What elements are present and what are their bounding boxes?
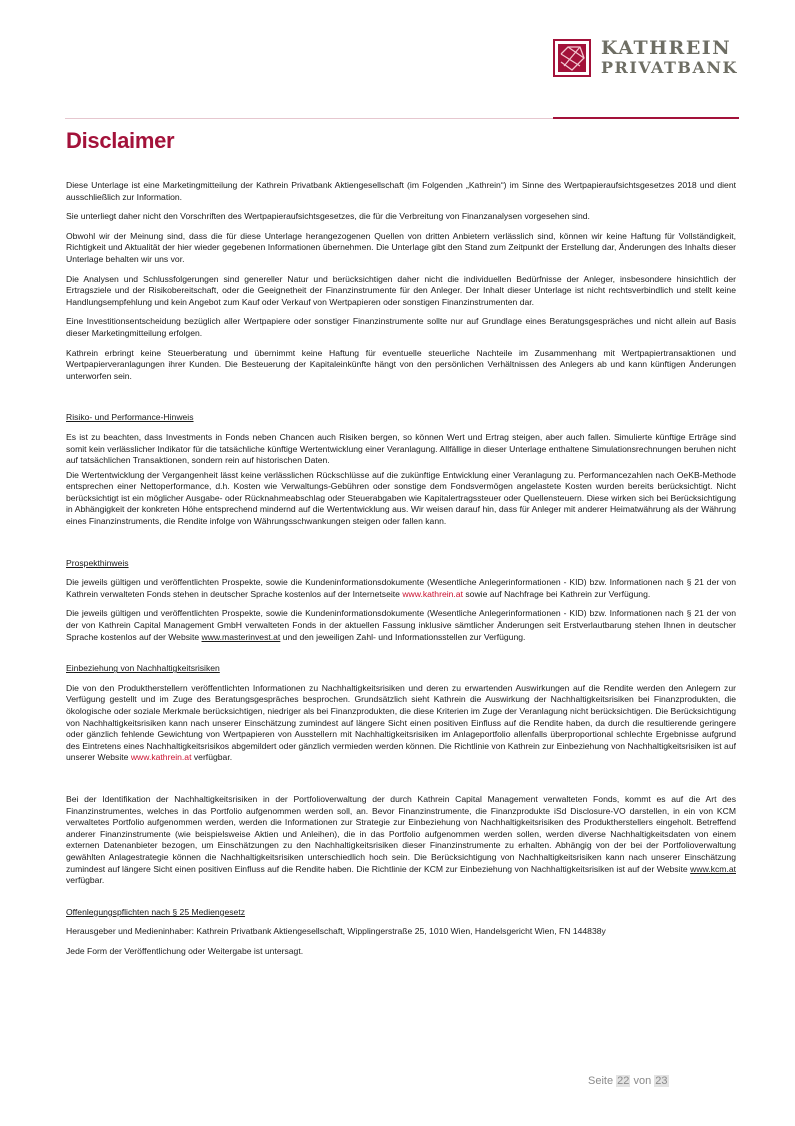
medien-paragraph-2: Jede Form der Veröffentlichung oder Weitergabe ist untersagt. xyxy=(66,945,304,956)
risk-paragraph-1: Es ist zu beachten, dass Investments in Fonds neben Chancen auch Risiken bergen, so können Wert und Ertrag steigen, aber auch fallen. Simulierte künftige Erträge sind somit kein verlässlicher Indikator für die tatsächliche künftige Wertentwicklung einer Veranlagung. Allfällige in dieser Unterlage enthaltene Simulationsrechnungen beruhen nicht auf tatsächlichen Transaktionen, sondern rein auf historischen Daten. xyxy=(66,431,736,466)
prospekt-paragraph-2 xyxy=(66,608,736,643)
intro-paragraph: Die Analysen und Schlussfolgerungen sind genereller Natur und berücksichtigen daher nicht die individuellen Bedürfnisse der Anleger, insbesondere hinsichtlich der Ertragsziele und der Risikobereitschaft, oder die Geeignetheit der Finanzinstrumente für den Anleger. Der Inhalt dieser Unterlage ist nicht rechtsverbindlich und stellt keine Handlungsempfehlung und kein Angebot zum Kauf oder Verkauf von Wertpapieren oder sonstigen Finanzinstrumenten dar. xyxy=(66,273,736,307)
kathrein-link[interactable]: www.kathrein.at xyxy=(402,588,463,599)
esg-paragraph-2 xyxy=(66,794,736,887)
kcm-link[interactable]: www.kcm.at xyxy=(690,863,736,874)
section-title-prospekt: Prospekthinweis xyxy=(66,557,129,568)
text: Bei der Identifikation der Nachhaltigkeitsrisiken in der Portfolioverwaltung der durch Kathrein Capital Management verwalteten Fonds, kommt es auf die Art des Finanzinstrumentes, welches in das Portfolio aufgenommen werden soll, an. Bevor Finanzinstrumente, die Finanzprodukte iSd Disclosure-VO darstellen, in ein von KCM verwaltetes Portfolio aufgenommen werden, werden die Informationen zur Strategie zur Einbeziehung von Nachhaltigkeitsrisiken des Produktherstellers eingeholt. Betreffend anderer Finanzinstrumente (wie beispielsweise Aktien und Anleihen), die in das Portfolio aufgenommen werden sollen, werden diverse Nachhaltigkeitsdaten von einem externen Datenanbieter bezogen, um Einschätzungen zu den Nachhaltigkeitsrisiken dieser Finanzinstrumente zu erhalten. Abhängig von der bei der Portfolioverwaltung gewählten Anlagestrategie können die Nachhaltigkeitsrisiken unterschiedlich hoch sein. Die Berücksichtigung von Nachhaltigkeitsrisiken kann nach unserer Einschätzung zumindest auf längere Sicht einen positiven Einfluss auf die Rendite haben. Die Richtlinie der KCM zur Einbeziehung von Nachhaltigkeitsrisiken ist auf der Website xyxy=(66,793,736,874)
gem-icon xyxy=(553,39,591,77)
page-number xyxy=(588,1075,669,1087)
intro-paragraph: Kathrein erbringt keine Steuerberatung und übernimmt keine Haftung für eventuelle steuerliche Nachteile im Zusammenhang mit Wertpapiertransaktionen und Wertpapierveranlagungen ihrer Kunden. Die Besteuerung der Kapitaleinkünfte hängt von den persönlichen Verhältnissen des Anlegers ab und kann künftigen Änderungen unterworfen sein. xyxy=(66,347,736,381)
prospekt-paragraph-1 xyxy=(66,577,736,600)
current-page: 22 xyxy=(617,1075,630,1087)
text: Die jeweils gültigen und veröffentlichten Prospekte, sowie die Kundeninformationsdokumente (Wesentliche Anlegerinformationen - KID) bzw. Informationen nach § 21 der von der von Kathrein Capital Management GmbH verwalteten Fonds in der aktuellen Fassung inklusive sämtlicher Änderungen seit Erstverlautbarung stehen Ihnen in deutscher Sprache kostenlos auf der Website xyxy=(66,608,736,642)
page-title: Disclaimer xyxy=(66,128,175,153)
intro-paragraph: Eine Investitionsentscheidung bezüglich aller Wertpapiere oder sonstiger Finanzinstrumente sollte nur auf Grundlage eines Beratungsgespräches und nicht allein auf Basis dieser Marketingmitteilung erfolgen. xyxy=(66,316,736,338)
header-divider xyxy=(553,117,739,119)
text: verfügbar. xyxy=(191,752,233,763)
intro-paragraph: Sie unterliegt daher nicht den Vorschriften des Wertpapieraufsichtsgesetzes, die für die Verbreitung von Finanzanalysen vorgesehen sind. xyxy=(66,211,590,222)
header-divider-light xyxy=(65,118,553,119)
section-title-esg: Einbeziehung von Nachhaltigkeitsrisiken xyxy=(66,663,220,674)
kathrein-link[interactable]: www.kathrein.at xyxy=(130,752,192,763)
total-pages: 23 xyxy=(655,1075,668,1087)
page-of-label: von xyxy=(633,1075,652,1087)
medien-paragraph-1: Herausgeber und Medieninhaber: Kathrein Privatbank Aktiengesellschaft, Wipplingerstraße 25, 1010 Wien, Handelsgericht Wien, FN 144838y xyxy=(66,926,606,937)
intro-paragraph: Diese Unterlage ist eine Marketingmitteilung der Kathrein Privatbank Aktiengesellschaft (im Folgenden „Kathrein“) im Sinne des Wertpapieraufsichtsgesetzes 2018 und dient ausschließlich zur Information. xyxy=(66,180,736,202)
disclaimer-body xyxy=(66,180,736,966)
intro-paragraph: Obwohl wir der Meinung sind, dass die für diese Unterlage herangezogenen Quellen von dritten Anbietern verlässlich sind, können wir keine Haftung für Vollständigkeit, Richtigkeit und Aktualität der hier wieder gegebenen Informationen übernehmen. Die Unterlage gibt den Stand zum Zeitpunkt der Erstellung dar, Änderungen des Inhalts dieser Unterlage behalten wir uns vor. xyxy=(66,230,736,264)
text: Die jeweils gültigen und veröffentlichten Prospekte, sowie die Kundeninformationsdokumente (Wesentliche Anlegerinformationen - KID) bzw. Informationen nach § 21 der von Kathrein verwalteten Fonds stehen in deutscher Sprache kostenlos auf der Internetseite xyxy=(66,577,736,599)
section-title-risk: Risiko- und Performance-Hinweis xyxy=(66,412,194,423)
text: Die von den Produktherstellern veröffentlichten Informationen zu Nachhaltigkeitsrisiken und deren zu erwartenden Auswirkungen auf die Rendite werden den Anlegern zur Verfügung gestellt und im Zuge des Beratungsgespräches besprochen. Grundsätzlich sieht Kathrein die Auswirkung der Nachhaltigkeitsrisiken bei Finanzprodukten, die ökologische oder soziale Merkmale berücksichtigen, niedriger als bei Finanzprodukten, die diese Kriterien im Zuge der Veranlagung nicht berücksichtigen. Die Berücksichtigung von Nachhaltigkeitsrisiken kann nach unserer Einschätzung zumindest auf längere Sicht einen positiven Einfluss auf die Rendite haben, da durch die resultierende geringere oder gänzlich fehlende Gewichtung von Wertpapieren von Ausstellern mit Nachhaltigkeitsrisiken im Anlageportfolio allenfalls überproportional schlechte Ergebnisse aufgrund des Eintretens eines Nachhaltigkeitsrisikos abgemildert oder gänzlich vermieden werden können. Die Richtlinie von Kathrein zur Einbeziehung von Nachhaltigkeitsrisiken ist auf unserer Website xyxy=(66,682,736,763)
text: sowie auf Nachfrage bei Kathrein zur Verfügung. xyxy=(462,588,651,599)
kathrein-logo xyxy=(553,38,738,78)
logo-line-2: PRIVATBANK xyxy=(601,58,738,77)
text: verfügbar. xyxy=(66,875,105,886)
logo-line-1: KATHREIN xyxy=(601,37,732,59)
section-title-medien: Offenlegungspflichten nach § 25 Mediengesetz xyxy=(66,906,246,917)
text: und den jeweiligen Zahl- und Informationsstellen zur Verfügung. xyxy=(280,631,526,642)
risk-paragraph-2: Die Wertentwicklung der Vergangenheit lässt keine verlässlichen Rückschlüsse auf die zukünftige Entwicklung einer Veranlagung zu. Performancezahlen nach OeKB-Methode entsprechen einer Nettoperformance, d.h. Kosten wie Verwaltungs-Gebühren oder sonstige dem Fondsvermögen angelastete Kosten wurden bereits berücksichtigt. Nicht berücksichtigt ist ein möglicher Ausgabe- oder Rücknahmeabschlag oder Steuerabgaben wie Kapitalertragssteuer oder Quellensteuern. Diese wirken sich bei Berücksichtigung in Abhängigkeit der konkreten Höhe entsprechend mindernd auf die Wertentwicklung aus. Wir weisen darauf hin, dass für Anleger mit anderer Heimatwährung als der Währung eines Finanzinstruments, die Rendite infolge von Währungsschwankungen steigen oder fallen kann. xyxy=(66,469,736,527)
masterinvest-link[interactable]: www.masterinvest.at xyxy=(201,631,281,642)
page-label: Seite xyxy=(588,1075,614,1087)
esg-paragraph-1 xyxy=(66,683,736,764)
